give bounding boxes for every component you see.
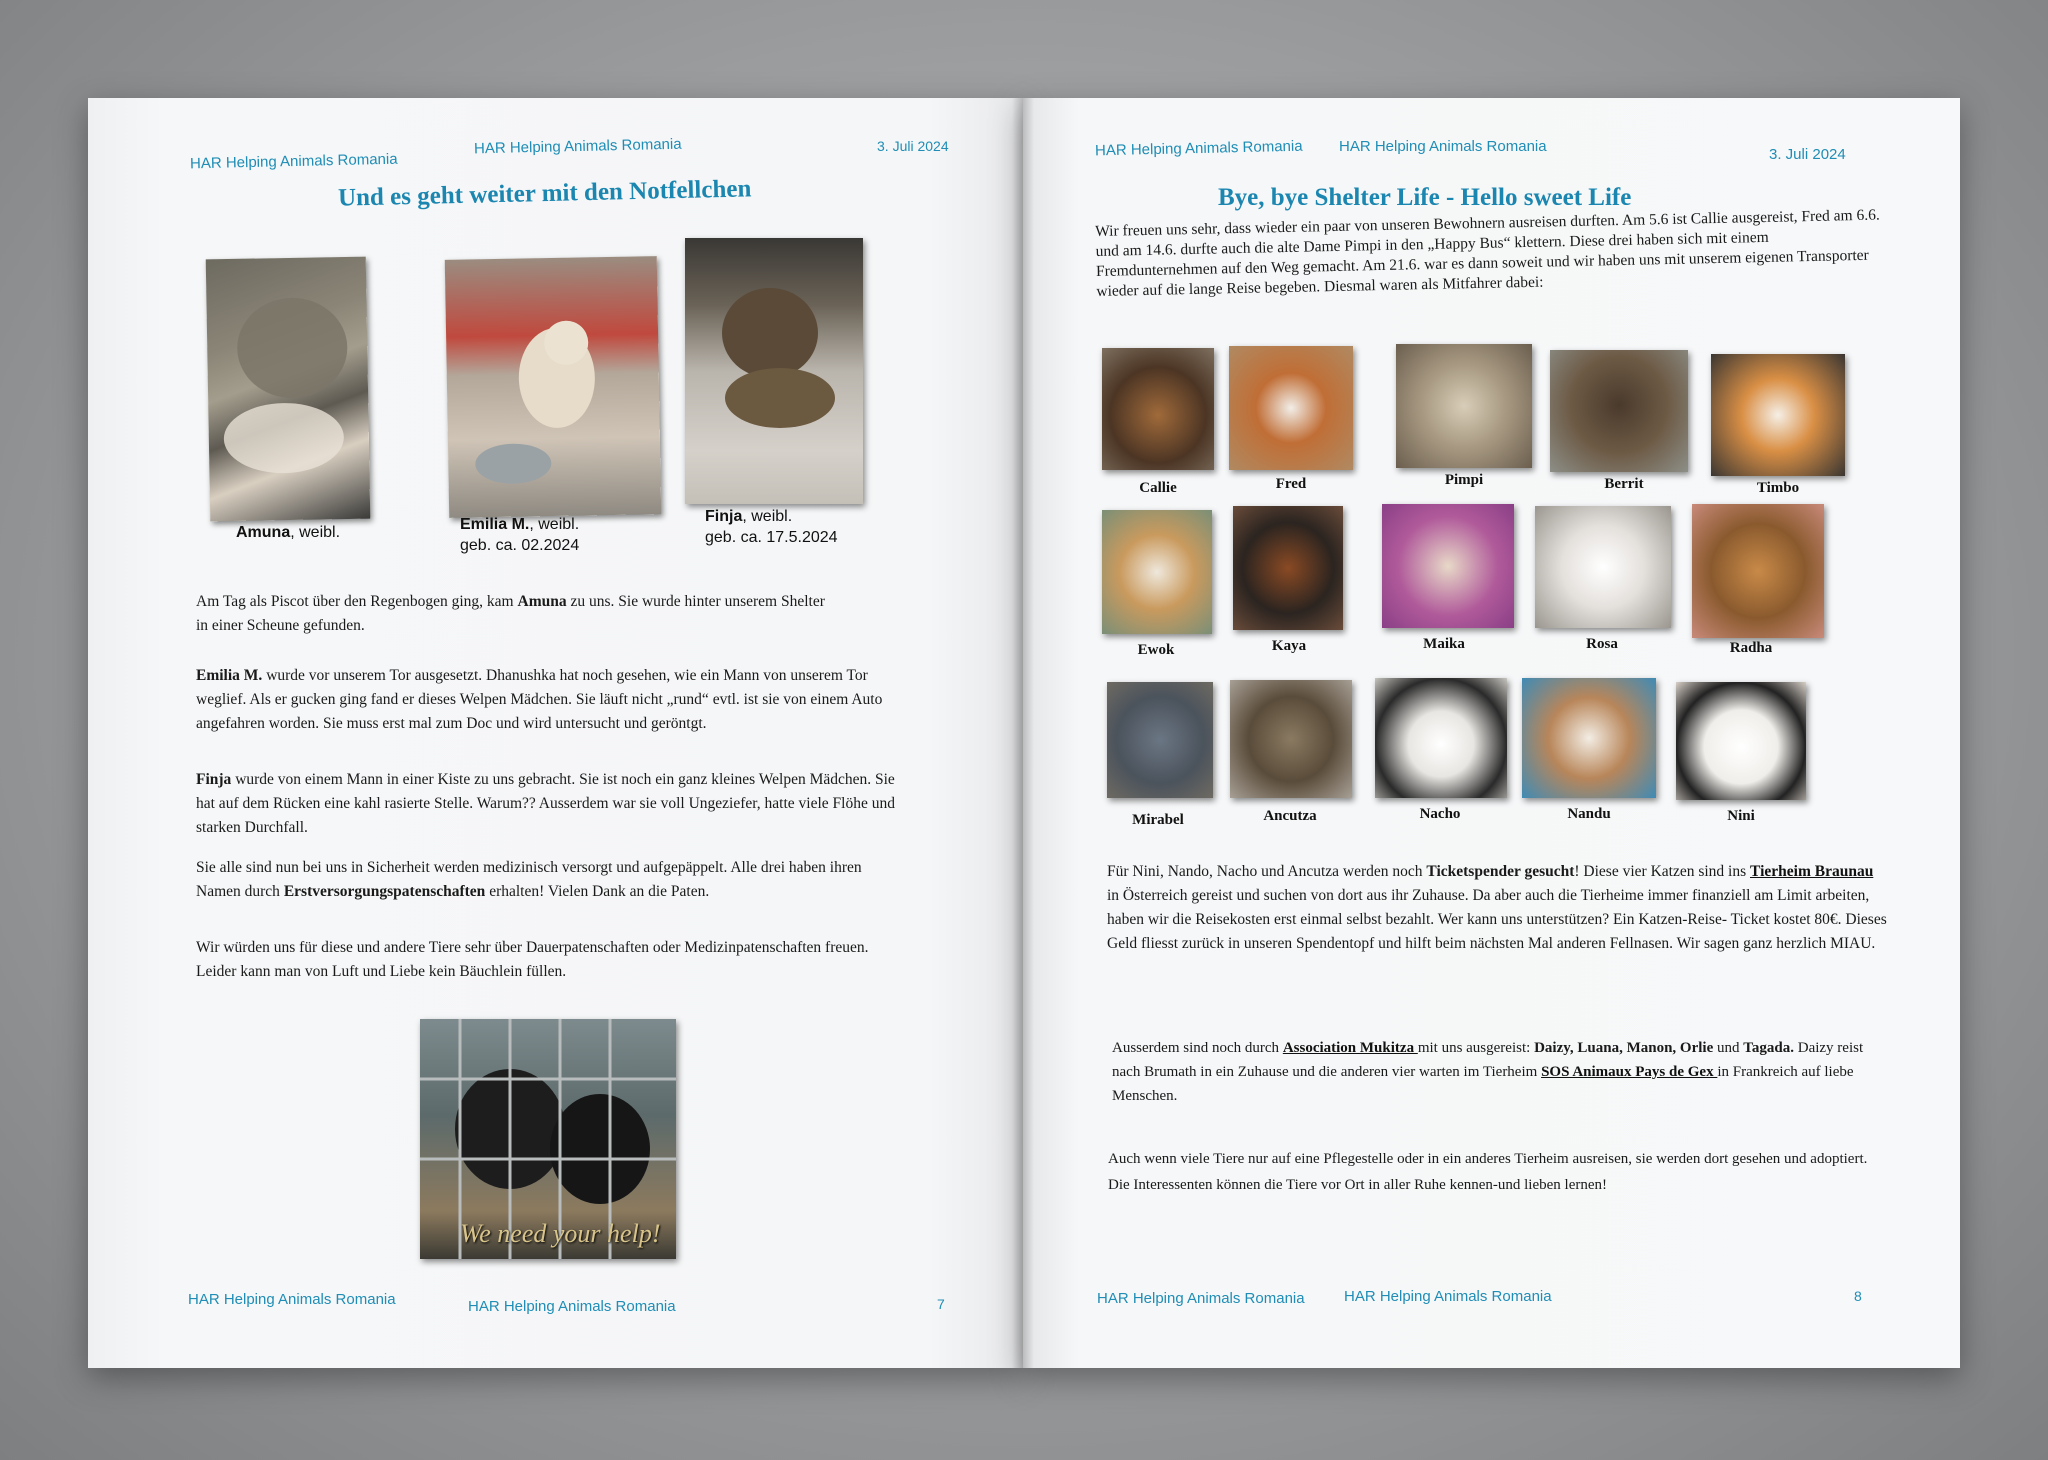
caption-emilia: Emilia M., weibl. geb. ca. 02.2024: [460, 516, 580, 554]
name-maika: Maika: [1423, 636, 1465, 652]
paragraph-finja: Finja wurde von einem Mann in einer Kiste zu uns gebracht. Sie ist noch ein ganz kleines Welpen Mädchen. Sie hat auf dem Rücken eine kahl rasierte Stelle. Warum?? Ausserdem war sie voll Ungeziefer, hatte viele Flöhe und starken Durchfall.: [196, 771, 895, 836]
footer-org-a: HAR Helping Animals Romania: [1097, 1290, 1305, 1307]
paragraph-emilia: Emilia M. wurde vor unserem Tor ausgesetzt. Dhanushka hat noch gesehen, wie ein Mann von unserem Tor weglief. Als er gucken ging fand er dieses Welpen Mädchen. Sie läuft nicht „rund“ evtl. ist sie von einem Auto angefahren worden. Sie muss erst mal zum Doc und wird untersucht und geröntgt.: [196, 667, 883, 732]
photo-emilia: [445, 256, 661, 518]
cat-image: [206, 257, 371, 522]
header-org-a: HAR Helping Animals Romania: [189, 150, 398, 173]
puppy-image: [685, 238, 863, 504]
help-overlay-text: We need your help!: [460, 1219, 661, 1248]
photo-finja: [685, 238, 863, 504]
page-title: Bye, bye Shelter Life - Hello sweet Life: [1218, 184, 1632, 211]
footer-org-b: HAR Helping Animals Romania: [1344, 1288, 1552, 1305]
right-page: [1023, 98, 1960, 1368]
photo-timbo: [1711, 354, 1845, 476]
photo-ewok: [1102, 510, 1212, 634]
name-kaya: Kaya: [1271, 638, 1307, 654]
paragraph-sponsorship: Wir würden uns für diese und andere Tiere sehr über Dauerpatenschaften oder Medizinpatenschaften freuen. Leider kann man von Luft und Liebe kein Bäuchlein füllen.: [196, 939, 869, 980]
page-title: Und es geht weiter mit den Notfellchen: [337, 175, 752, 212]
photo-amuna: [206, 257, 371, 522]
photo-kaya: [1233, 506, 1343, 630]
link-association-mukitza[interactable]: Association Mukitza: [1282, 1040, 1418, 1056]
name-fred: Fred: [1275, 476, 1307, 492]
name-timbo: Timbo: [1756, 480, 1800, 496]
header-date: 3. Juli 2024: [877, 138, 949, 154]
header-org-b: HAR Helping Animals Romania: [473, 135, 682, 158]
name-berrit: Berrit: [1604, 476, 1644, 492]
name-pimpi: Pimpi: [1444, 472, 1484, 488]
header-org-b: HAR Helping Animals Romania: [1339, 138, 1547, 155]
name-callie: Callie: [1139, 480, 1177, 496]
header-org-a: HAR Helping Animals Romania: [1094, 137, 1303, 160]
page-number-right: 8: [1854, 1288, 1862, 1304]
name-mirabel: Mirabel: [1132, 812, 1184, 828]
name-ewok: Ewok: [1137, 642, 1175, 658]
paragraph-safety: Sie alle sind nun bei uns in Sicherheit werden medizinisch versorgt und aufgepäppelt. Alle drei haben ihren Namen durch Erstversorgungspatenschaften erhalten! Vielen Dank an die Paten.: [196, 859, 862, 900]
intro-paragraph: Wir freuen uns sehr, dass wieder ein paar von unseren Bewohnern ausreisen durften. Am 5.6 ist Callie ausgereist, Fred am 6.6. und am 14.6. durfte auch die alte Dame Pimpi in den „Happy Bus“ klettern. Diese drei haben sich mit einem Fremdunternehmen auf den Weg gemacht. Am 21.6. war es dann soweit und wir haben uns mit unserem eigenen Transporter wieder auf die lange Reise begeben. Diesmal waren als Mitfahrer dabei:: [1095, 206, 1880, 300]
paragraph-ticketspender: Für Nini, Nando, Nacho und Ancutza werden noch Ticketspender gesucht! Diese vier Katzen sind ins Tierheim Braunau in Österreich gereist und suchen von dort aus ihr Zuhause. Da aber auch die Tierheime immer finanziell am Limit arbeiten, haben wir die Reisekosten erst einmal selbst bezahlt. Wer kann uns unterstützen? Ein Katzen-Reise- Ticket kostet 80€. Dieses Geld fliesst zurück in unseren Spendentopf und hilft beim nächsten Mal anderen Fellnasen. Wir sagen ganz herzlich MIAU.: [1107, 863, 1887, 952]
link-tierheim-braunau[interactable]: Tierheim Braunau: [1750, 863, 1874, 880]
paragraph-mukitza: Ausserdem sind noch durch Association Mukitza mit uns ausgereist: Daizy, Luana, Manon, Orlie und Tagada. Daizy reist nach Brumath in ein Zuhause und die anderen vier warten im Tierheim SOS Animaux Pays de Gex in Frankreich auf liebe Menschen.: [1112, 1040, 1864, 1104]
name-nacho: Nacho: [1419, 806, 1461, 822]
photo-nacho: [1375, 678, 1507, 798]
left-page: [88, 98, 1023, 1368]
link-sos-animaux[interactable]: SOS Animaux Pays de Gex: [1541, 1064, 1718, 1080]
page-number-left: 7: [937, 1296, 945, 1312]
photo-pimpi: [1396, 344, 1532, 468]
photo-nini: [1676, 682, 1806, 800]
footer-org-a: HAR Helping Animals Romania: [188, 1291, 396, 1308]
photo-berrit: [1550, 350, 1688, 472]
name-rosa: Rosa: [1586, 636, 1618, 652]
photo-radha: [1692, 504, 1824, 638]
photo-ancutza: [1230, 680, 1352, 798]
photo-help-dogs: [420, 1019, 676, 1259]
caption-amuna: Amuna, weibl.: [236, 524, 341, 541]
photo-maika: [1382, 504, 1514, 628]
name-ancutza: Ancutza: [1263, 808, 1317, 824]
photo-callie: [1102, 348, 1214, 470]
book-gutter: [1012, 98, 1034, 1368]
photo-nandu: [1522, 678, 1656, 798]
photo-mirabel: [1107, 682, 1213, 798]
name-nandu: Nandu: [1567, 806, 1611, 822]
header-date: 3. Juli 2024: [1769, 146, 1846, 163]
paragraph-adoption: Auch wenn viele Tiere nur auf eine Pflegestelle oder in ein anderes Tierheim ausreisen, sie werden dort gesehen und adoptiert. Die Interessenten können die Tiere vor Ort in aller Ruhe kennen-und lieben lernen!: [1108, 1151, 1868, 1193]
name-radha: Radha: [1729, 640, 1773, 656]
paragraph-amuna: Am Tag als Piscot über den Regenbogen ging, kam Amuna zu uns. Sie wurde hinter unserem Shelter in einer Scheune gefunden.: [196, 593, 825, 634]
caption-finja: Finja, weibl. geb. ca. 17.5.2024: [705, 508, 838, 546]
photo-rosa: [1535, 506, 1671, 628]
puppy-image: [445, 256, 661, 518]
name-nini: Nini: [1727, 808, 1755, 824]
photo-fred: [1229, 346, 1353, 470]
footer-org-b: HAR Helping Animals Romania: [468, 1298, 676, 1315]
